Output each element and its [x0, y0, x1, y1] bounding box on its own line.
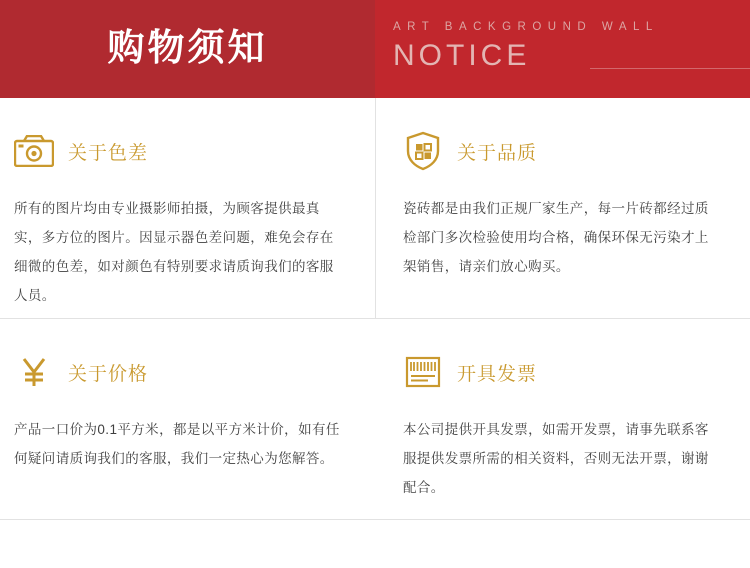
notice-cell-color-difference — [0, 98, 375, 318]
header-right-panel — [375, 0, 750, 98]
cell-title: 开具发票 — [457, 363, 538, 385]
vertical-divider — [375, 98, 376, 298]
header-divider-line — [590, 68, 750, 69]
page-header — [0, 0, 750, 98]
notice-row-2 — [0, 319, 750, 519]
cell-body: 瓷砖都是由我们正规厂家生产，每一片砖都经过质检部门多次检验使用均合格，确保环保无污染才上架销售，请亲们放心购买。 — [403, 201, 709, 274]
page-title: 购物须知 — [107, 26, 268, 68]
cell-body: 本公司提供开具发票，如需开发票，请事先联系客服提供发票所需的相关资料，否则无法开票，谢谢配合。 — [403, 422, 709, 495]
notice-cell-invoice — [375, 319, 750, 519]
cell-title: 关于品质 — [457, 142, 538, 164]
cell-body: 所有的图片均由专业摄影师拍摄，为顾客提供最真实，多方位的图片。因显示器色差问题，难免会存在细微的色差，如对颜色有特别要求请质询我们的客服人员。 — [14, 201, 334, 303]
notice-grid — [0, 98, 750, 568]
header-subtitle: ART BACKGROUND WALL — [393, 21, 659, 33]
cell-header — [14, 345, 351, 399]
camera-icon — [14, 130, 54, 172]
notice-cell-quality — [375, 98, 750, 318]
cell-title: 关于色差 — [68, 142, 149, 164]
invoice-icon — [403, 351, 443, 393]
cell-header — [403, 124, 726, 178]
header-en-title: NOTICE — [393, 38, 531, 72]
shield-quality-icon — [403, 130, 443, 172]
cell-header — [14, 124, 351, 178]
cell-title: 关于价格 — [68, 363, 149, 385]
header-left-panel — [0, 0, 375, 98]
notice-cell-price — [0, 319, 375, 519]
yen-price-icon — [14, 351, 54, 393]
cell-body: 产品一口价为0.1平方米，都是以平方米计价，如有任何疑问请质询我们的客服，我们一定热心为您解答。 — [14, 422, 340, 466]
cell-header — [403, 345, 726, 399]
